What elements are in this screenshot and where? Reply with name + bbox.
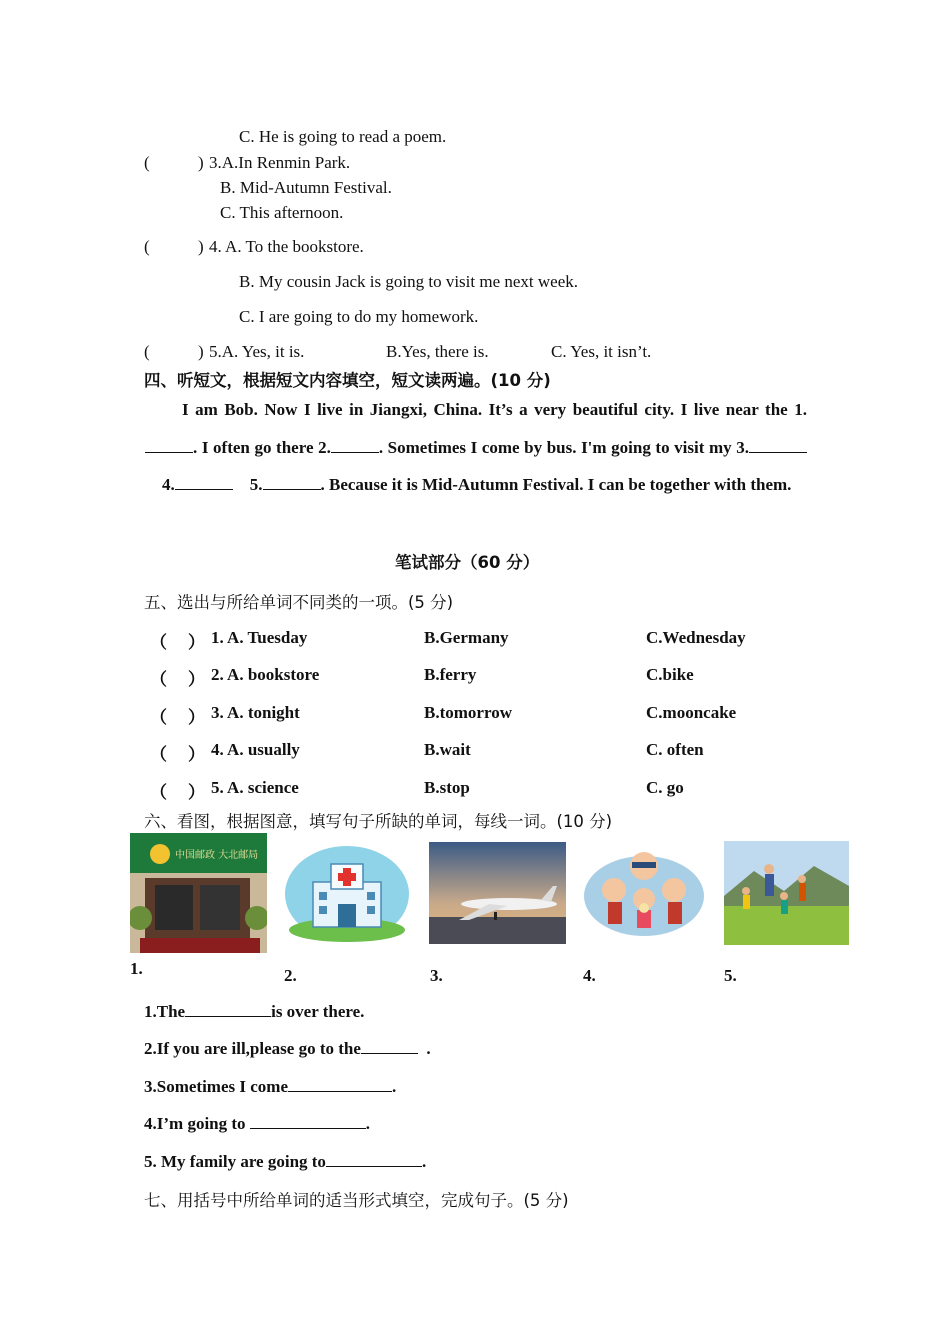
row2-paren-close: ）	[188, 670, 205, 689]
family-movie-image	[582, 844, 706, 938]
blank-2[interactable]	[331, 438, 379, 453]
q4-option-c: C. I are going to do my homework.	[239, 307, 479, 326]
section4-title: 四、听短文，根据短文内容填空，短文读两遍。(10 分)	[144, 371, 551, 390]
pic-label-3: 3.	[430, 966, 443, 985]
blank-3[interactable]	[749, 438, 807, 453]
sentence-3: 3.Sometimes I come .	[144, 1077, 397, 1096]
row5-b: B.stop	[424, 778, 470, 797]
pic-label-2: 2.	[284, 966, 297, 985]
q5-option-b: B.Yes, there is.	[386, 342, 489, 361]
blank-4[interactable]	[175, 475, 233, 490]
sentence-1-blank[interactable]	[185, 1002, 271, 1017]
row1-paren-close: ）	[188, 633, 205, 652]
sentence-5-blank[interactable]	[326, 1152, 422, 1167]
row1-c: C.Wednesday	[646, 628, 746, 647]
row5-c: C. go	[646, 778, 684, 797]
section4-passage: I am Bob. Now I live in Jiangxi, China. It’s a very beautiful city. I live near the 1.. I often go there 2. . Sometimes I come by bus. I'm going to visit my 3. 4. 5. . Because it is Mid-Autumn Festival. I can be together with them.	[145, 391, 807, 504]
hospital-image	[283, 842, 411, 944]
sentence-2-blank[interactable]	[361, 1039, 418, 1054]
row2-a: 2. A. bookstore	[211, 665, 320, 684]
q3-paren: (	[144, 153, 150, 172]
sentence-1: 1.The is over there.	[144, 1002, 365, 1021]
pic-label-5: 5.	[724, 966, 737, 985]
q5-option-c: C. Yes, it isn’t.	[551, 342, 652, 361]
row3-a: 3. A. tonight	[211, 703, 300, 722]
blank-1[interactable]	[145, 438, 193, 453]
sentence-5: 5. My family are going to .	[144, 1152, 427, 1171]
q3-option-b: B. Mid-Autumn Festival.	[220, 178, 392, 197]
post-sign-text: 中国邮政 大北邮局	[175, 850, 259, 861]
section7-title: 七、用括号中所给单词的适当形式填空，完成句子。(5 分)	[144, 1191, 569, 1210]
sentence-4-blank[interactable]	[250, 1114, 366, 1129]
q3-option-c: C. This afternoon.	[220, 203, 344, 222]
hiking-image	[724, 841, 849, 945]
row4-b: B.wait	[424, 740, 471, 759]
sentence-4: 4.I’m going to .	[144, 1114, 371, 1133]
row2-paren-open: （	[150, 670, 167, 689]
sentence-3-blank[interactable]	[288, 1077, 392, 1092]
pic-label-4: 4.	[583, 966, 596, 985]
q2-option-c: C. He is going to read a poem.	[239, 127, 447, 146]
row3-paren-open: （	[150, 708, 167, 727]
section5-title: 五、选出与所给单词不同类的一项。(5 分)	[144, 593, 454, 612]
q5-option-a: 5.A. Yes, it is.	[209, 342, 305, 361]
post-office-image	[130, 833, 267, 953]
row4-a: 4. A. usually	[211, 740, 300, 759]
blank-5[interactable]	[263, 475, 321, 490]
row5-paren-open: （	[150, 783, 167, 802]
row2-b: B.ferry	[424, 665, 477, 684]
row2-c: C.bike	[646, 665, 694, 684]
row3-c: C.mooncake	[646, 703, 737, 722]
row3-b: B.tomorrow	[424, 703, 512, 722]
row3-paren-close: ）	[188, 708, 205, 727]
row1-b: B.Germany	[424, 628, 509, 647]
airplane-image	[429, 842, 566, 944]
q3-option-a: 3.A.In Renmin Park.	[209, 153, 351, 172]
row4-c: C. often	[646, 740, 704, 759]
q3-paren-close: )	[198, 153, 204, 172]
section6-title: 六、看图，根据图意，填写句子所缺的单词，每线一词。(10 分)	[144, 812, 613, 831]
q4-option-b: B. My cousin Jack is going to visit me next week.	[239, 272, 579, 291]
q4-paren-close: )	[198, 237, 204, 256]
row5-a: 5. A. science	[211, 778, 299, 797]
row4-paren-open: （	[150, 745, 167, 764]
q4-option-a: 4. A. To the bookstore.	[209, 237, 364, 256]
q5-paren-close: )	[198, 342, 204, 361]
row4-paren-close: ）	[188, 745, 205, 764]
q5-paren: (	[144, 342, 150, 361]
row1-paren-open: （	[150, 633, 167, 652]
sentence-2: 2.If you are ill,please go to the .	[144, 1039, 431, 1058]
row5-paren-close: ）	[188, 783, 205, 802]
written-part-title: 笔试部分（60 分）	[395, 553, 540, 572]
q4-paren: (	[144, 237, 150, 256]
pic-label-1: 1.	[130, 959, 143, 978]
row1-a: 1. A. Tuesday	[211, 628, 308, 647]
